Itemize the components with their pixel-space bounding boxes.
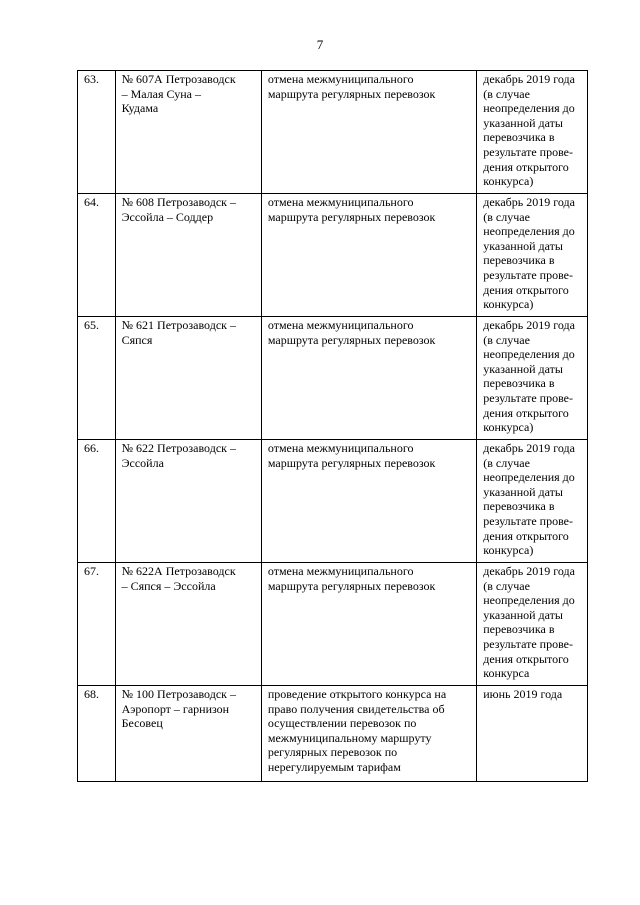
action-text-line: маршрута регулярных перевозок bbox=[267, 578, 436, 593]
table-row bbox=[78, 317, 588, 440]
action-text-line: отмена межмуниципального bbox=[267, 564, 414, 578]
date-text-line: результате прове- bbox=[483, 513, 573, 528]
row-number-cell: 64. bbox=[78, 194, 116, 317]
date-text-line: декабрь 2019 года bbox=[483, 195, 575, 209]
table-row bbox=[78, 440, 588, 563]
date-text-line: конкурса) bbox=[483, 297, 534, 312]
date-cell bbox=[477, 686, 588, 782]
row-number-cell: 63. bbox=[78, 71, 116, 194]
date-text-line: перевозчика в bbox=[483, 376, 555, 391]
route-cell bbox=[115, 71, 261, 194]
action-cell bbox=[261, 686, 476, 782]
date-text-line: неопределения до bbox=[483, 101, 575, 116]
action-text-line: маршрута регулярных перевозок bbox=[267, 332, 436, 347]
date-text-line: дения открытого bbox=[483, 528, 569, 543]
action-cell bbox=[261, 71, 476, 194]
route-cell bbox=[115, 317, 261, 440]
action-text-line: маршрута регулярных перевозок bbox=[267, 455, 436, 470]
date-text-line: конкурса) bbox=[483, 174, 534, 189]
route-text-line: № 608 Петрозаводск – bbox=[121, 195, 236, 209]
date-text-line: декабрь 2019 года bbox=[483, 564, 575, 578]
date-text-line: указанной даты bbox=[483, 484, 563, 499]
action-text-line: отмена межмуниципального bbox=[267, 72, 414, 86]
date-text-line: дения открытого bbox=[483, 651, 569, 666]
date-text-line: (в случае bbox=[483, 332, 530, 347]
date-cell bbox=[477, 71, 588, 194]
date-text-line: указанной даты bbox=[483, 361, 563, 376]
date-text-line: неопределения до bbox=[483, 347, 575, 362]
date-text-line: перевозчика в bbox=[483, 622, 555, 637]
route-text-line: № 100 Петрозаводск – bbox=[121, 687, 236, 701]
date-text-line: неопределения до bbox=[483, 470, 575, 485]
action-text-line: отмена межмуниципального bbox=[267, 441, 414, 455]
date-text-line: июнь 2019 года bbox=[483, 687, 563, 701]
row-number-cell: 66. bbox=[78, 440, 116, 563]
action-text-line: право получения свидетельства об bbox=[267, 701, 445, 716]
date-text-line: неопределения до bbox=[483, 224, 575, 239]
row-number-cell: 67. bbox=[78, 563, 116, 686]
date-text-line: дения открытого bbox=[483, 405, 569, 420]
route-text-line: Кудама bbox=[121, 101, 159, 116]
route-text-line: Эссойла – Соддер bbox=[121, 209, 214, 224]
date-text-line: (в случае bbox=[483, 209, 530, 224]
action-text-line: отмена межмуниципального bbox=[267, 195, 414, 209]
route-cell bbox=[115, 194, 261, 317]
date-cell bbox=[477, 317, 588, 440]
action-text-line: регулярных перевозок по bbox=[267, 745, 398, 760]
date-text-line: (в случае bbox=[483, 455, 530, 470]
route-text-line: № 622А Петрозаводск bbox=[121, 564, 236, 578]
date-text-line: неопределения до bbox=[483, 593, 575, 608]
date-cell bbox=[477, 563, 588, 686]
date-cell bbox=[477, 440, 588, 563]
action-text-line: межмуниципальному маршруту bbox=[267, 730, 432, 745]
date-text-line: (в случае bbox=[483, 86, 530, 101]
table-row bbox=[78, 194, 588, 317]
date-text-line: результате прове- bbox=[483, 144, 573, 159]
action-text-line: нерегулируемым тарифам bbox=[267, 759, 401, 774]
table-row bbox=[78, 686, 588, 782]
row-number-cell: 68. bbox=[78, 686, 116, 782]
route-cell bbox=[115, 440, 261, 563]
route-cell bbox=[115, 686, 261, 782]
date-text-line: результате прове- bbox=[483, 390, 573, 405]
date-text-line: указанной даты bbox=[483, 607, 563, 622]
action-cell bbox=[261, 440, 476, 563]
date-text-line: перевозчика в bbox=[483, 130, 555, 145]
row-number-cell: 65. bbox=[78, 317, 116, 440]
routes-table bbox=[77, 70, 588, 782]
route-text-line: – Сяпся – Эссойла bbox=[121, 578, 216, 593]
action-cell bbox=[261, 194, 476, 317]
action-text-line: осуществлении перевозок по bbox=[267, 716, 417, 731]
date-text-line: указанной даты bbox=[483, 115, 563, 130]
action-text-line: проведение открытого конкурса на bbox=[267, 687, 447, 701]
date-text-line: дения открытого bbox=[483, 282, 569, 297]
action-cell bbox=[261, 563, 476, 686]
route-text-line: Аэропорт – гарнизон bbox=[121, 701, 230, 716]
table-row bbox=[78, 563, 588, 686]
route-text-line: Бесовец bbox=[121, 716, 163, 731]
date-text-line: декабрь 2019 года bbox=[483, 441, 575, 455]
date-cell bbox=[477, 194, 588, 317]
date-text-line: конкурса) bbox=[483, 543, 534, 558]
route-text-line: Сяпся bbox=[121, 332, 153, 347]
route-text-line: Эссойла bbox=[121, 455, 164, 470]
route-text-line: № 621 Петрозаводск – bbox=[121, 318, 236, 332]
date-text-line: (в случае bbox=[483, 578, 530, 593]
date-text-line: перевозчика в bbox=[483, 499, 555, 514]
route-text-line: № 607А Петрозаводск bbox=[121, 72, 236, 86]
action-text-line: отмена межмуниципального bbox=[267, 318, 414, 332]
table-row bbox=[78, 71, 588, 194]
date-text-line: перевозчика в bbox=[483, 253, 555, 268]
route-text-line: № 622 Петрозаводск – bbox=[121, 441, 236, 455]
page-number: 7 bbox=[316, 37, 324, 52]
date-text-line: декабрь 2019 года bbox=[483, 72, 575, 86]
date-text-line: результате прове- bbox=[483, 636, 573, 651]
routes-table-body bbox=[78, 71, 588, 782]
date-text-line: конкурса bbox=[483, 666, 530, 681]
action-text-line: маршрута регулярных перевозок bbox=[267, 86, 436, 101]
date-text-line: указанной даты bbox=[483, 238, 563, 253]
action-text-line: маршрута регулярных перевозок bbox=[267, 209, 436, 224]
date-text-line: дения открытого bbox=[483, 159, 569, 174]
route-cell bbox=[115, 563, 261, 686]
action-cell bbox=[261, 317, 476, 440]
date-text-line: декабрь 2019 года bbox=[483, 318, 575, 332]
date-text-line: результате прове- bbox=[483, 267, 573, 282]
date-text-line: конкурса) bbox=[483, 420, 534, 435]
route-text-line: – Малая Суна – bbox=[121, 86, 201, 101]
